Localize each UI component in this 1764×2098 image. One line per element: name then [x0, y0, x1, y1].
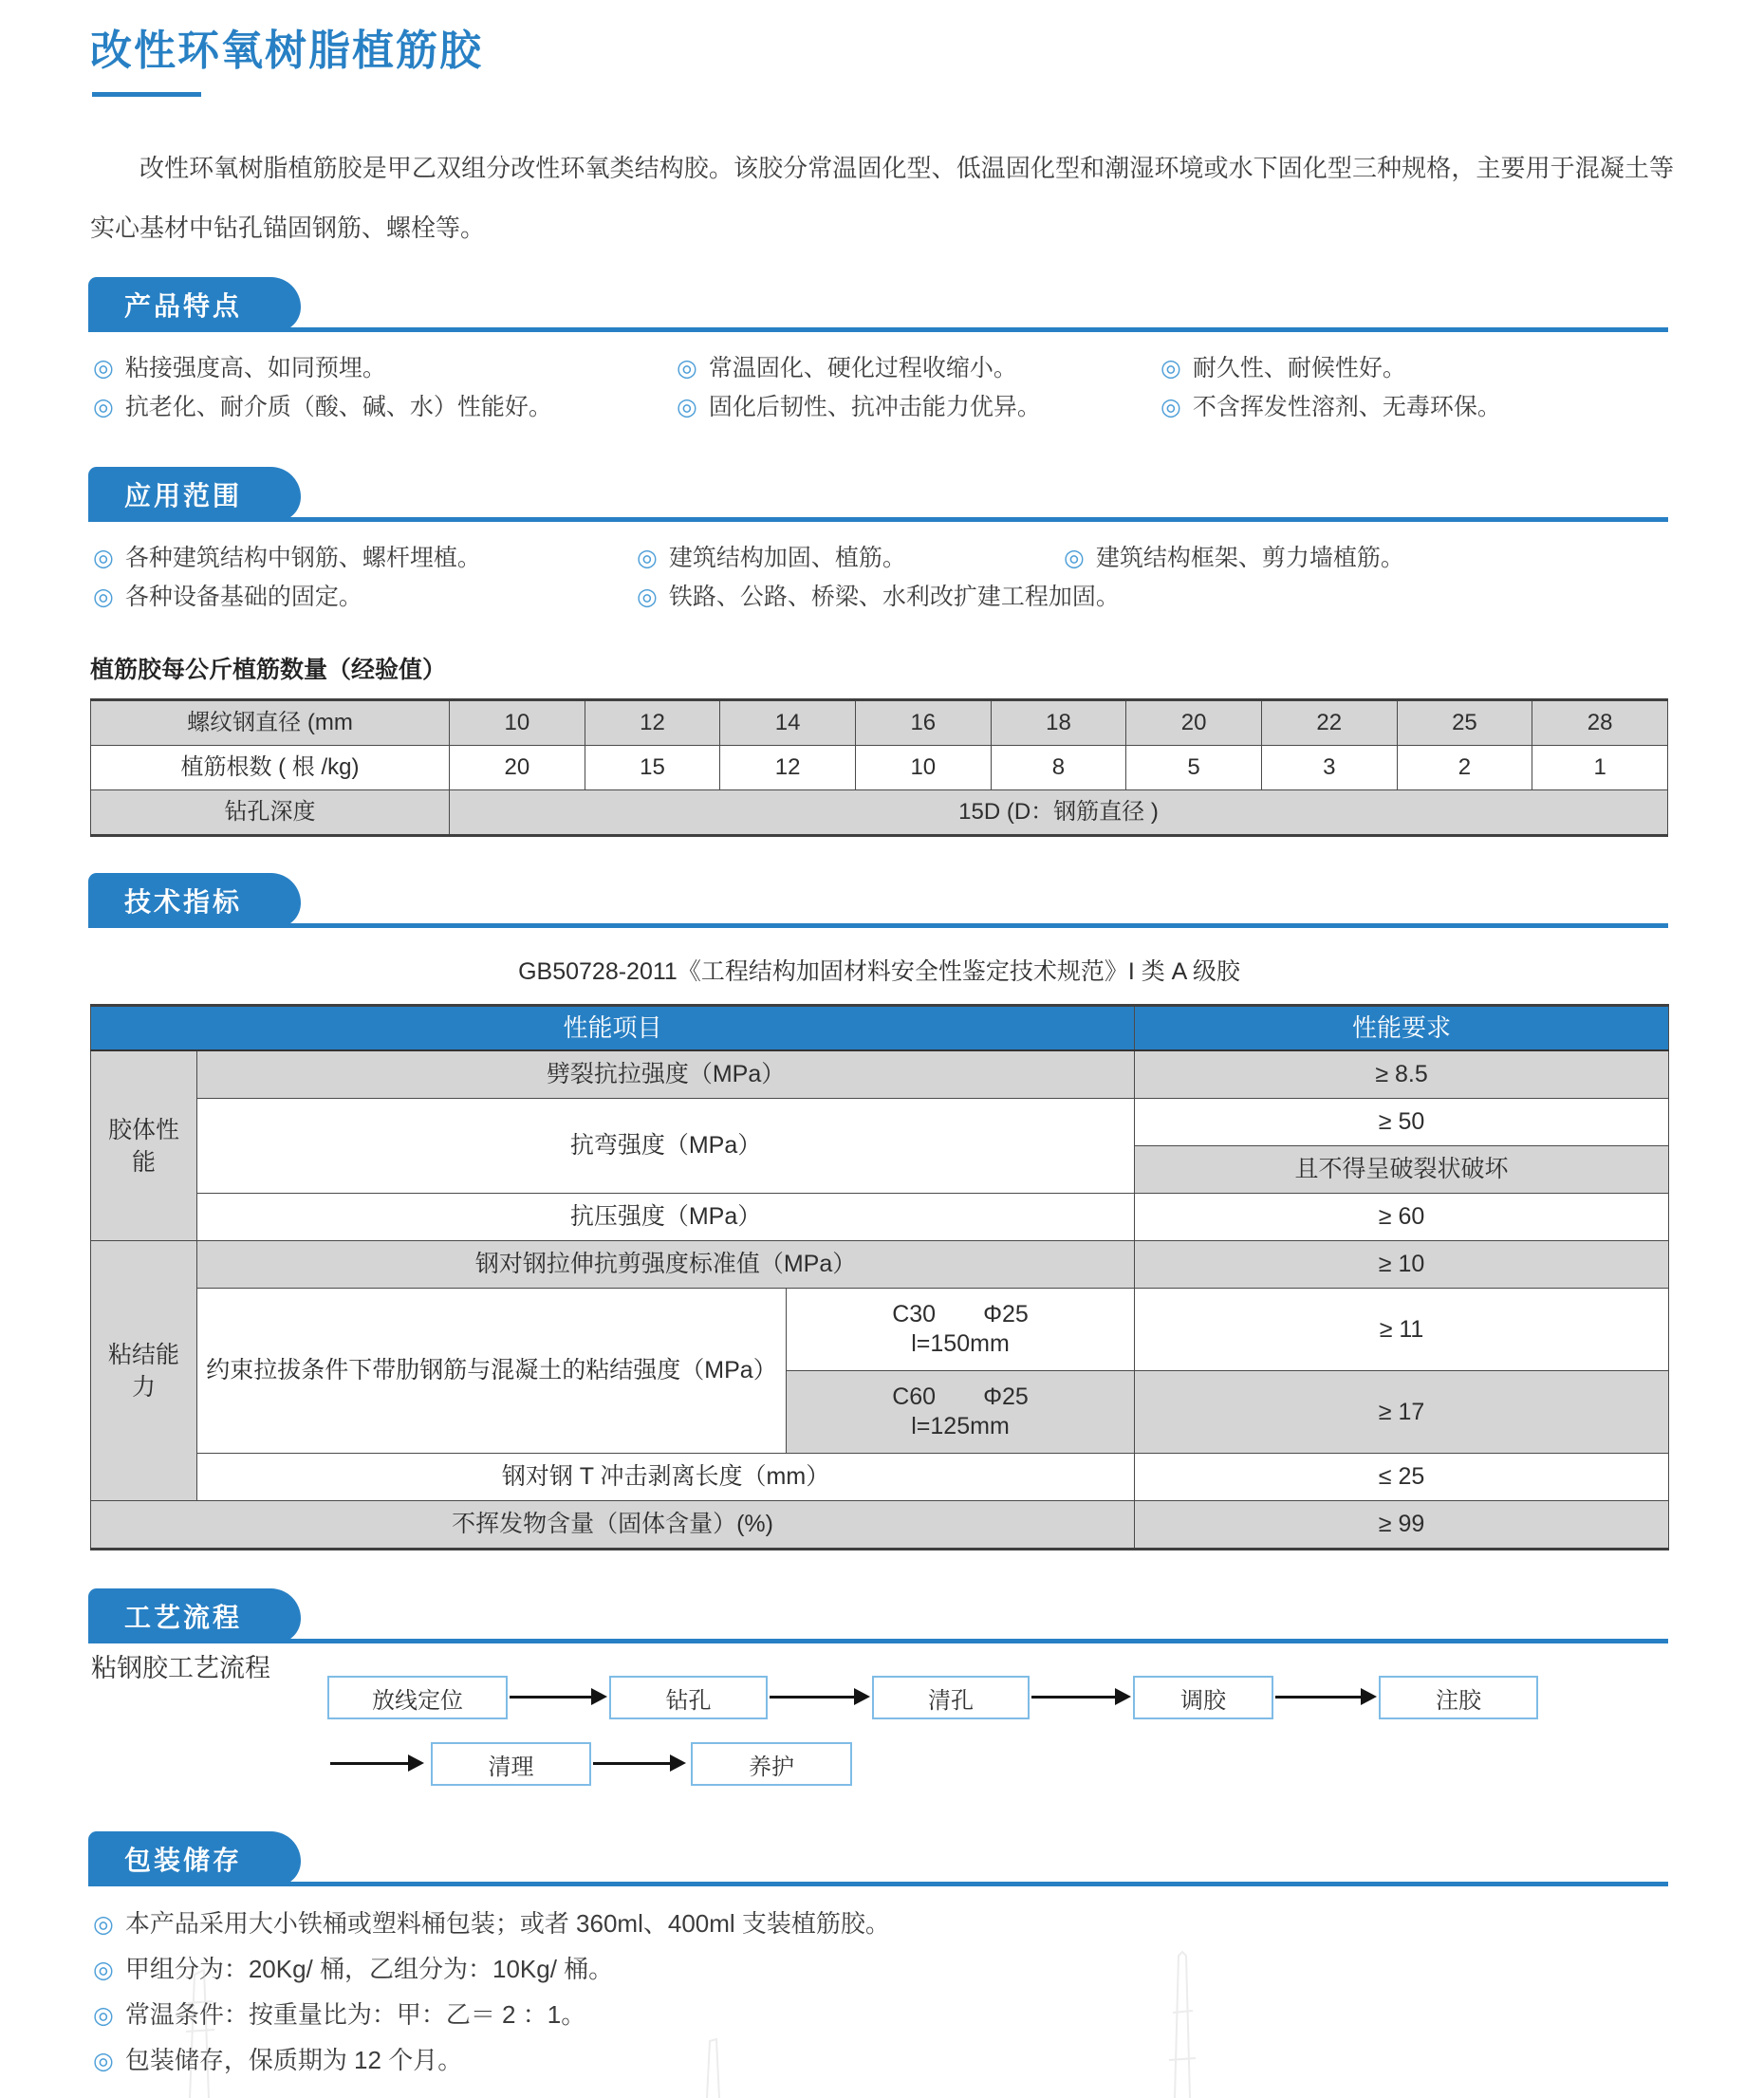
condition-line: C60 Φ25 — [892, 1383, 1029, 1410]
condition-line: l=125mm — [911, 1413, 1010, 1439]
cell: 8 — [991, 746, 1126, 790]
cell: 20 — [1126, 700, 1262, 746]
spec-req: ≤ 25 — [1135, 1454, 1669, 1501]
cell: 22 — [1261, 700, 1397, 746]
cell: 15 — [585, 746, 720, 790]
spec-req: ≥ 8.5 — [1135, 1050, 1669, 1099]
ring-bullet-icon: ◎ — [93, 355, 114, 381]
ring-bullet-icon: ◎ — [677, 394, 697, 420]
cell: 10 — [450, 700, 585, 746]
features-col-1 — [93, 349, 677, 427]
spec-table-caption: GB50728-2011《工程结构加固材料安全性鉴定技术规范》I 类 A 级胶 — [518, 958, 1240, 985]
rebar-table-title: 植筋胶每公斤植筋数量（经验值） — [90, 657, 447, 683]
application-text: 铁路、公路、桥梁、水利改扩建工程加固。 — [668, 584, 1120, 610]
section-header-applications — [88, 478, 1668, 522]
intro-paragraph: 改性环氧树脂植筋胶是甲乙双组分改性环氧类结构胶。该胶分常温固化型、低温固化型和潮湿环境或水下固化型三种规格，主要用于混凝土等实心基材中钻孔锚固钢筋、螺栓等。 — [90, 154, 1674, 242]
storage-text: 包装储存，保质期为 12 个月。 — [124, 2046, 463, 2074]
storage-text: 甲组分为：20Kg/ 桶，乙组分为：10Kg/ 桶。 — [124, 1955, 614, 1983]
condition-line: C30 Φ25 — [892, 1301, 1029, 1327]
cell: 20 — [450, 746, 585, 790]
spec-row-peel — [91, 1454, 1669, 1501]
spec-table — [90, 1004, 1669, 1550]
ring-bullet-icon: ◎ — [93, 1911, 114, 1938]
ring-bullet-icon: ◎ — [637, 584, 658, 610]
cell: 2 — [1397, 746, 1532, 790]
ring-bullet-icon: ◎ — [677, 355, 697, 381]
application-item — [93, 539, 637, 578]
ring-bullet-icon: ◎ — [93, 2048, 114, 2074]
ring-bullet-icon: ◎ — [93, 2002, 114, 2029]
feature-text: 耐久性、耐候性好。 — [1192, 355, 1406, 381]
application-text: 各种建筑结构中钢筋、螺杆埋植。 — [124, 545, 481, 571]
feature-text: 不含挥发性溶剂、无毒环保。 — [1192, 394, 1501, 420]
section-rule — [88, 517, 1668, 522]
title-underline — [92, 92, 201, 97]
table-row-diameter — [91, 700, 1668, 746]
feature-text: 常温固化、硬化过程收缩小。 — [708, 355, 1017, 381]
spec-row-compressive — [91, 1194, 1669, 1241]
spec-item: 抗弯强度（MPa） — [197, 1099, 1135, 1194]
features-col-3 — [1161, 349, 1674, 427]
spec-req: 且不得呈破裂状破坏 — [1135, 1146, 1669, 1194]
cell: 3 — [1261, 746, 1397, 790]
ring-bullet-icon: ◎ — [93, 584, 114, 610]
spec-header-req: 性能要求 — [1135, 1006, 1669, 1051]
applications-col-2 — [637, 539, 1120, 617]
flow-arrow-icon — [770, 1696, 856, 1699]
cell: 16 — [855, 700, 991, 746]
application-item — [637, 578, 1120, 617]
section-header-process — [88, 1600, 1668, 1643]
cell: 25 — [1397, 700, 1532, 746]
spec-item: 约束拉拔条件下带肋钢筋与混凝土的粘结强度（MPa） — [197, 1289, 787, 1454]
cell: 28 — [1532, 700, 1668, 746]
spec-condition-c30 — [787, 1289, 1135, 1371]
cell: 12 — [585, 700, 720, 746]
flow-step-inject: 注胶 — [1379, 1676, 1538, 1719]
flow-step-layout: 放线定位 — [327, 1676, 508, 1719]
spec-header-item: 性能项目 — [91, 1006, 1135, 1051]
flow-arrow-icon — [330, 1762, 410, 1765]
features-list — [93, 349, 1674, 427]
storage-list — [93, 1902, 1674, 2084]
spec-req: ≥ 50 — [1135, 1099, 1669, 1146]
feature-text: 抗老化、耐介质（酸、碱、水）性能好。 — [124, 394, 552, 420]
spec-req: ≥ 10 — [1135, 1241, 1669, 1289]
section-tab-specs: 技术指标 — [88, 873, 301, 928]
cell: 18 — [991, 700, 1126, 746]
row-label: 螺纹钢直径 (mm — [91, 700, 450, 746]
rebar-count-table — [90, 698, 1668, 837]
page-title: 改性环氧树脂植筋胶 — [90, 28, 483, 74]
flow-arrow-icon — [1275, 1696, 1363, 1699]
feature-text: 固化后韧性、抗冲击能力优异。 — [708, 394, 1041, 420]
flow-arrow-icon — [510, 1696, 593, 1699]
spec-req: ≥ 60 — [1135, 1194, 1669, 1241]
flow-arrow-icon — [1031, 1696, 1117, 1699]
cell: 14 — [720, 700, 856, 746]
feature-text: 粘接强度高、如同预埋。 — [124, 355, 386, 381]
ring-bullet-icon: ◎ — [637, 545, 658, 571]
section-tab-process: 工艺流程 — [88, 1588, 301, 1643]
feature-item — [1161, 388, 1674, 427]
storage-text: 常温条件：按重量比为：甲：乙＝ 2 ：1。 — [124, 2000, 586, 2029]
section-header-features — [88, 288, 1668, 332]
section-tab-applications: 应用范围 — [88, 467, 301, 522]
feature-item — [1161, 349, 1674, 388]
table-row-count — [91, 746, 1668, 790]
cell: 1 — [1532, 746, 1668, 790]
row-label: 植筋根数 ( 根 /kg) — [91, 746, 450, 790]
applications-list — [93, 539, 1674, 617]
storage-item — [93, 1902, 1674, 1947]
features-col-2 — [677, 349, 1161, 427]
spec-req: ≥ 11 — [1135, 1289, 1669, 1371]
feature-item — [93, 388, 677, 427]
feature-item — [93, 349, 677, 388]
spec-row-nonvolatile — [91, 1501, 1669, 1550]
feature-item — [677, 349, 1161, 388]
application-item — [1064, 539, 1674, 578]
cell: 12 — [720, 746, 856, 790]
spec-row-shear — [91, 1241, 1669, 1289]
spec-req: ≥ 99 — [1135, 1501, 1669, 1550]
application-text: 建筑结构加固、植筋。 — [668, 545, 906, 571]
flow-step-drill: 钻孔 — [609, 1676, 768, 1719]
flow-step-clean-hole: 清孔 — [872, 1676, 1030, 1719]
spec-row-flexural — [91, 1099, 1669, 1146]
application-text: 各种设备基础的固定。 — [124, 584, 362, 610]
application-text: 建筑结构框架、剪力墙植筋。 — [1095, 545, 1404, 571]
spec-item: 钢对钢 T 冲击剥离长度（mm） — [197, 1454, 1135, 1501]
storage-item — [93, 2038, 1674, 2084]
applications-col-3 — [1064, 539, 1674, 617]
cell: 5 — [1126, 746, 1262, 790]
section-header-specs — [88, 884, 1668, 928]
ring-bullet-icon: ◎ — [1064, 545, 1085, 571]
flow-step-cure: 养护 — [691, 1742, 852, 1786]
spec-item: 劈裂抗拉强度（MPa） — [197, 1050, 1135, 1099]
process-flow-label: 粘钢胶工艺流程 — [91, 1654, 270, 1682]
condition-line: l=150mm — [911, 1330, 1010, 1357]
application-item — [637, 539, 1064, 578]
cell-depth-value: 15D (D：钢筋直径 ) — [450, 790, 1668, 836]
spec-condition-c60 — [787, 1371, 1135, 1454]
group-label-body: 胶体性能 — [91, 1050, 197, 1241]
storage-text: 本产品采用大小铁桶或塑料桶包装；或者 360ml、400ml 支装植筋胶。 — [124, 1909, 890, 1938]
section-rule — [88, 1882, 1668, 1886]
spec-item: 不挥发物含量（固体含量）(%) — [91, 1501, 1135, 1550]
application-item — [93, 578, 637, 617]
flow-step-mix: 调胶 — [1133, 1676, 1273, 1719]
section-tab-storage: 包装储存 — [88, 1831, 301, 1886]
spec-row-bond-c30 — [91, 1289, 1669, 1371]
spec-req: ≥ 17 — [1135, 1371, 1669, 1454]
row-label: 钻孔深度 — [91, 790, 450, 836]
process-flow — [90, 1643, 1674, 1810]
group-label-bond: 粘结能力 — [91, 1241, 197, 1501]
ring-bullet-icon: ◎ — [1161, 355, 1181, 381]
applications-col-1 — [93, 539, 637, 617]
section-header-storage — [88, 1843, 1668, 1886]
section-rule — [88, 327, 1668, 332]
flow-step-cleanup: 清理 — [431, 1742, 591, 1786]
spec-item: 抗压强度（MPa） — [197, 1194, 1135, 1241]
ring-bullet-icon: ◎ — [93, 545, 114, 571]
spec-row-split-tensile — [91, 1050, 1669, 1099]
cell: 10 — [855, 746, 991, 790]
ring-bullet-icon: ◎ — [93, 1957, 114, 1983]
ring-bullet-icon: ◎ — [93, 394, 114, 420]
spec-item: 钢对钢拉伸抗剪强度标准值（MPa） — [197, 1241, 1135, 1289]
storage-item — [93, 1947, 1674, 1993]
feature-item — [677, 388, 1161, 427]
section-rule — [88, 923, 1668, 928]
flow-arrow-icon — [593, 1762, 672, 1765]
section-tab-features: 产品特点 — [88, 277, 301, 332]
storage-item — [93, 1993, 1674, 2038]
spec-header-row — [91, 1006, 1669, 1051]
ring-bullet-icon: ◎ — [1161, 394, 1181, 420]
table-row-depth — [91, 790, 1668, 836]
